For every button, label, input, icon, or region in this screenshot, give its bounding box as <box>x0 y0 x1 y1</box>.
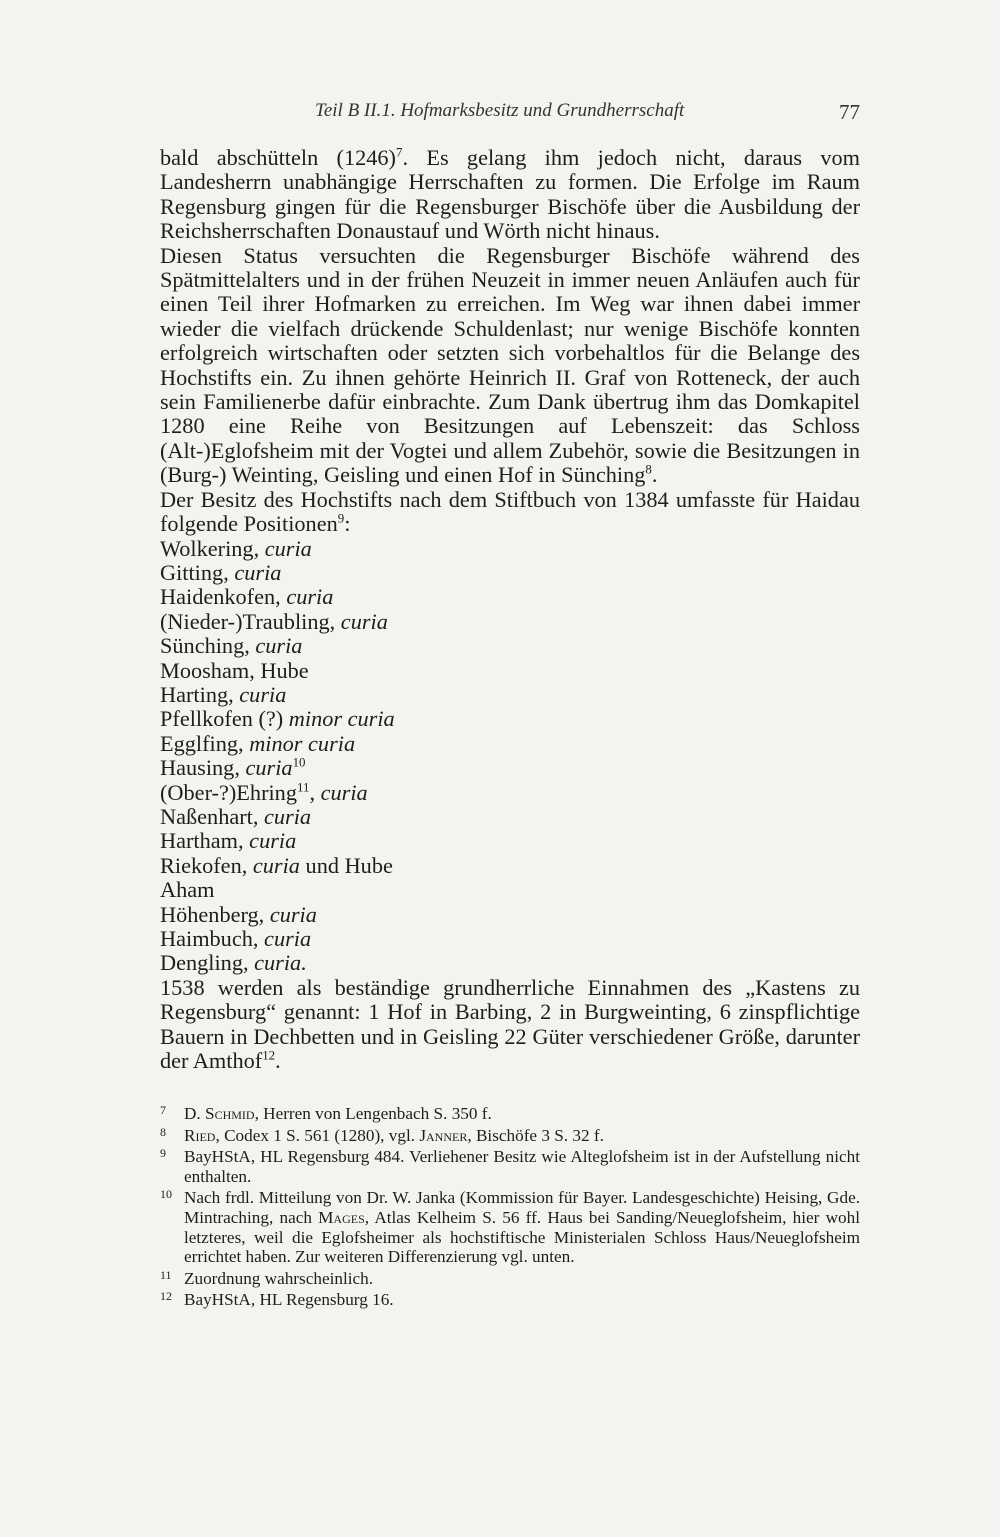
footnote <box>160 1290 860 1310</box>
footnote-ref[interactable]: 7 <box>395 144 403 160</box>
footnote-text: , Codex 1 S. 561 (1280), vgl. <box>215 1125 420 1145</box>
place-name: (Nieder-)Traubling <box>160 608 330 634</box>
list-item <box>160 561 860 585</box>
separator: , <box>253 535 265 561</box>
holding-type: curia <box>245 755 293 781</box>
paragraph-1: bald abschütteln $(1246)^7$. Es gelang ihm jedoch nicht, daraus vom Landesherrn unabhängige Herrschaften zu formen. Die Erfolge im Raum Regensburg gingen für die Regensburger Bischöfe über die Ausbildung der Reichsherrschaften Donaustauf und Wörth nicht hinaus. <box>160 144 860 244</box>
holding-type: curia <box>320 779 368 805</box>
list-item <box>160 756 860 780</box>
list-item <box>160 854 860 878</box>
footnote <box>160 1147 860 1186</box>
holding-type: curia <box>264 803 312 829</box>
separator: , <box>238 828 250 854</box>
place-name: Aham <box>160 877 215 903</box>
holding-type: curia <box>264 926 312 951</box>
paragraph-2: Diesen Status versuchten die Regensburger Bischöfe während des Spätmittelalters und in der frühen Neuzeit in immer neuen Anläufen auch für einen Teil ihrer Hofmarken zu erreichen. Im Weg war ihnen dabei immer wieder die vielfach drückende Schuldenlast; nur wenige Bischöfe konnten erfolgreich wirtschaften oder setzten sich vorbehaltlos für die Belange des Hochstifts ein. Zu ihnen gehörte Heinrich II. Graf von Rotteneck, der auch sein Familienerbe dafür einbrachte. Zum Dank übertrug ihm das Domkapitel 1280 eine Reihe von Besitzungen auf Lebenszeit: das Schloss (Alt-)Eglofsheim mit der Vogtei und allem Zubehör, sowie die Besitzungen in (Burg-) Weinting, Geisling und einen Hof in Sünching$^8$. <box>160 242 860 488</box>
separator: , <box>242 950 255 976</box>
list-item <box>160 634 860 658</box>
footnote-number: 7 <box>160 1103 166 1117</box>
footnote-text: BayHStA, HL Regensburg 484. Verliehener Besitz wie Alteglofsheim ist in der Aufstellung nicht enthalten. <box>184 1147 860 1186</box>
footnote-ref[interactable]: 12 <box>262 1047 276 1063</box>
list-item <box>160 903 860 927</box>
footnote <box>160 1188 860 1266</box>
list-item <box>160 585 860 609</box>
separator: , <box>238 730 250 756</box>
footnote <box>160 1104 860 1124</box>
place-name: Gitting <box>160 559 224 585</box>
footnote-ref[interactable]: 9 <box>337 510 345 526</box>
possessions-list <box>160 537 860 976</box>
list-item <box>160 610 860 634</box>
author-name: Ried <box>184 1125 216 1145</box>
holding-type: minor curia <box>288 706 395 732</box>
footnote-number: 10 <box>160 1187 172 1202</box>
holding-type: curia <box>249 828 297 854</box>
place-name: Egglfing <box>160 730 239 756</box>
separator: , <box>275 584 287 610</box>
holding-type: minor curia <box>249 730 356 756</box>
footnote-number: 11 <box>160 1267 172 1282</box>
place-name: Moosham, Hube <box>160 657 309 683</box>
author-name: Mages <box>318 1207 365 1227</box>
holding-type: curia <box>255 633 303 659</box>
separator: , <box>244 633 256 659</box>
holding-type: curia <box>239 681 287 707</box>
list-item <box>160 707 860 731</box>
footnote-text: Nach frdl. Mitteilung von Dr. W. Janka (Kommission für Bayer. Landesgeschichte) Heising, Gde. Mintraching, nach <box>184 1188 860 1227</box>
holding-type: curia <box>286 584 334 610</box>
footnotes <box>160 1104 860 1312</box>
list-item <box>160 805 860 829</box>
place-name: Haidenkofen <box>160 584 276 610</box>
list-item <box>160 732 860 756</box>
separator: , <box>241 852 253 878</box>
place-name: Naßenhart <box>160 803 253 829</box>
paragraph-3: Der Besitz des Hochstifts nach dem Stiftbuch von 1384 umfasste für Haidau folgende Positionen$^9$: <box>160 486 860 537</box>
holding-type: curia <box>234 559 282 585</box>
footnote <box>160 1126 860 1146</box>
footnote-text: , Herren von Lengenbach S. 350 f. <box>254 1104 492 1123</box>
separator: , <box>223 559 235 585</box>
list-item <box>160 659 860 683</box>
main-text <box>160 146 860 1073</box>
footnote-ref[interactable]: 11 <box>296 779 310 795</box>
list-item <box>160 537 860 561</box>
place-name: Sünching <box>160 633 245 659</box>
separator: , <box>258 901 270 927</box>
footnote-number: 8 <box>160 1124 166 1139</box>
place-name: Riekofen <box>160 852 242 878</box>
list-item <box>160 781 860 805</box>
author-name: Janner <box>419 1125 468 1145</box>
separator: , <box>309 779 321 805</box>
entry-tail: und Hube <box>299 852 393 878</box>
place-name: Wolkering <box>160 535 254 561</box>
running-title: Teil B II.1. Hofmarksbesitz und Grundherrschaft <box>315 100 685 121</box>
footnote-text: D. <box>184 1104 206 1123</box>
footnote-number: 12 <box>160 1289 172 1304</box>
place-name: Haimbuch <box>160 926 253 951</box>
place-name: Hartham <box>160 828 239 854</box>
separator: , <box>252 803 265 829</box>
place-name: Pfellkofen (?) <box>160 706 284 732</box>
separator: , <box>329 608 341 634</box>
list-item <box>160 683 860 707</box>
list-item <box>160 878 860 902</box>
author-name: Schmid <box>205 1104 255 1123</box>
place-name: Harting <box>160 681 229 707</box>
holding-type: curia <box>340 608 388 634</box>
holding-type: curia <box>252 852 300 878</box>
footnote-ref[interactable]: 8 <box>645 461 652 477</box>
holding-type: curia. <box>254 950 307 976</box>
footnote-text: Zuordnung wahrscheinlich. <box>184 1268 374 1288</box>
list-item <box>160 951 860 975</box>
list-item <box>160 927 860 951</box>
footnote-text: BayHStA, HL Regensburg 16. <box>184 1290 394 1310</box>
holding-type: curia <box>269 901 317 927</box>
place-name: Höhenberg <box>160 901 259 927</box>
separator: , <box>252 926 265 951</box>
page-number: 77 <box>839 100 860 124</box>
separator: , <box>234 755 246 781</box>
place-name: (Ober-?)Ehring <box>160 779 297 805</box>
footnote <box>160 1269 860 1289</box>
separator: , <box>228 681 240 707</box>
paragraph-4: 1538 werden als beständige grundherrliche Einnahmen des „Kastens zu Regensburg“ genannt: 1 Hof in Barbing, 2 in Burgweinting, 6 zinspflichtige Bauern in Dechbetten und in Geisling 22 Güter verschiedener Größe, darunter der Amthof$^{12}$. <box>160 974 860 1074</box>
list-item <box>160 829 860 853</box>
place-name: Dengling <box>160 950 243 976</box>
footnote-text: , Bischöfe 3 S. 32 f. <box>467 1125 604 1145</box>
footnote-number: 9 <box>160 1146 166 1161</box>
holding-type: curia <box>264 535 312 561</box>
place-name: Hausing <box>160 755 235 781</box>
footnote-text: , Atlas Kelheim S. 56 ff. Haus bei Sanding/Neueglofsheim, hier wohl letzteres, weil die Eglofsheimer als hochstiftische Ministerialen Schloss Haus/Neueglofsheim errichtet haben. Zur weiteren Differenzierung vgl. unten. <box>184 1207 860 1267</box>
footnote-ref[interactable]: 10 <box>292 754 306 770</box>
